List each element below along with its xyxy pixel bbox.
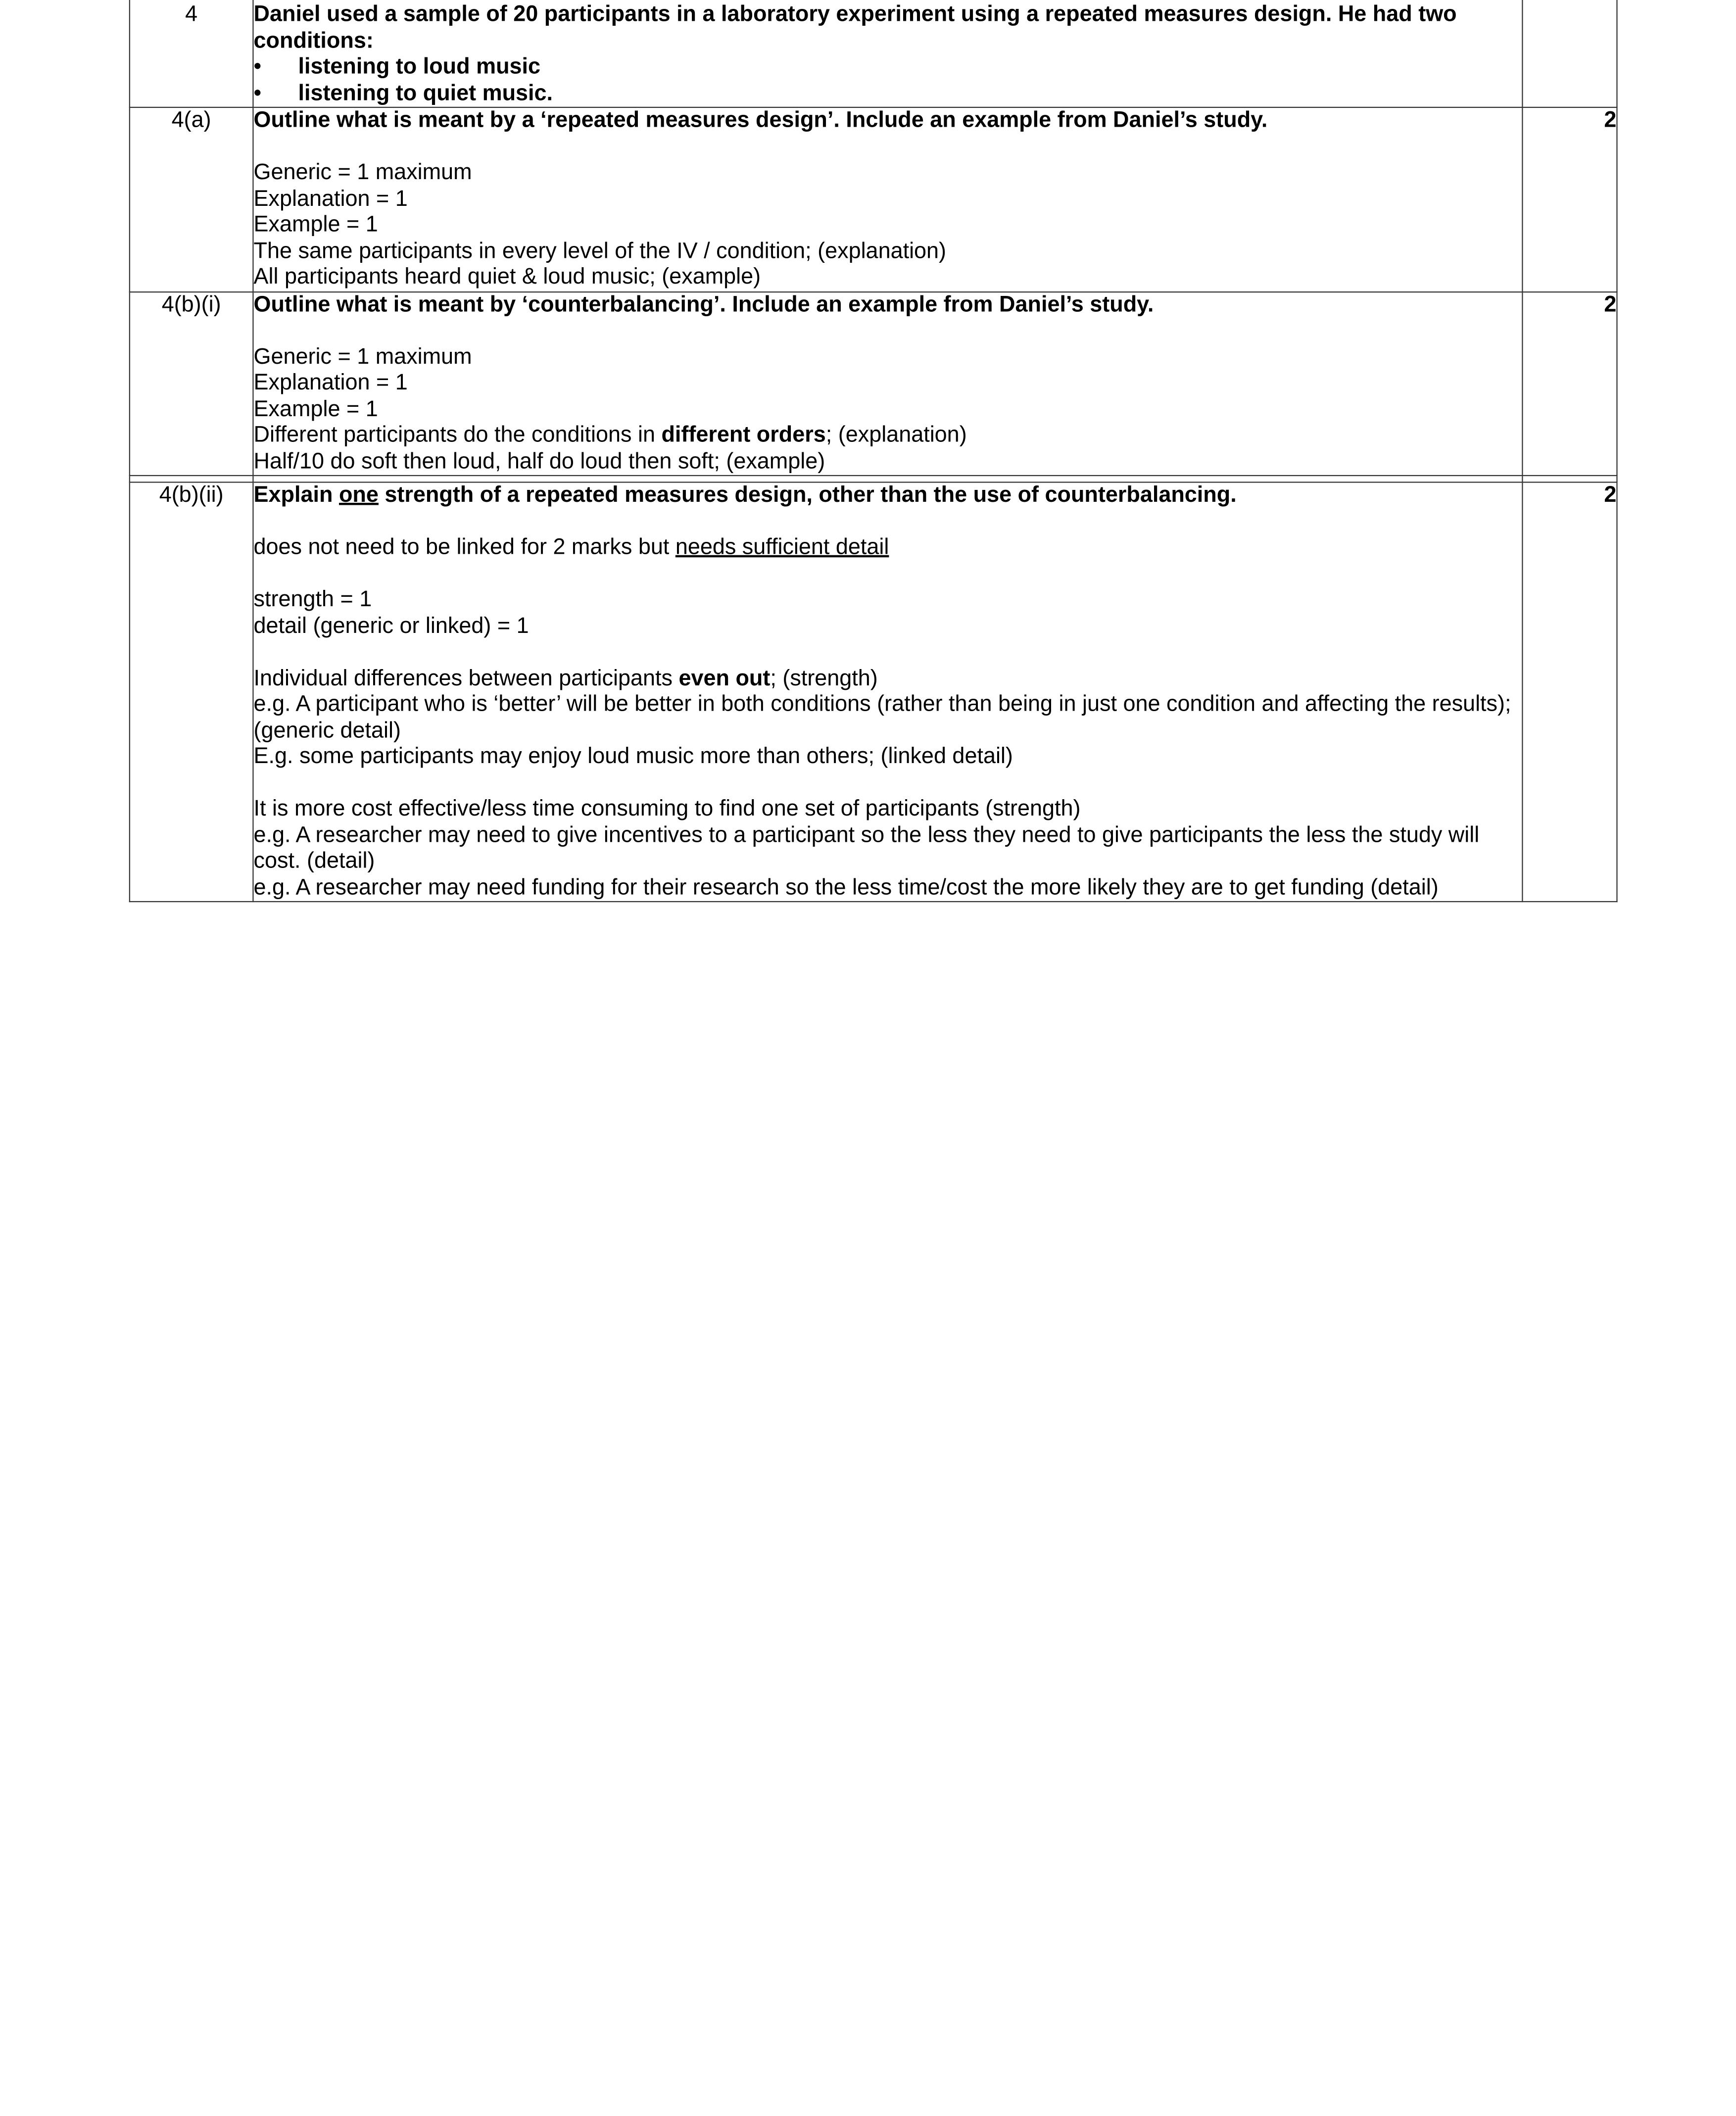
marks-cell [1522, 0, 1617, 107]
question-4bi-row [130, 291, 1617, 476]
scoring-rules [254, 587, 1522, 640]
condition-item [254, 81, 1522, 107]
question-stem: Daniel used a sample of 20 participants in a laboratory experiment using a repeated measures design. He had two conditions: [253, 2, 1457, 53]
bullet-icon: • [253, 54, 262, 79]
detail-line: e.g. A participant who is ‘better’ will be better in both conditions (rather than being in just one condition and affecting the results); (generic detail) [253, 692, 1511, 743]
guidance-line: Half/10 do soft then loud, half do loud then soft; (example) [253, 449, 825, 474]
note-text: does not need to be linked for 2 marks but [253, 535, 675, 560]
marks-value: 2 [1522, 107, 1617, 291]
scoring-line: strength = 1 [253, 587, 372, 612]
note-underlined: needs sufficient detail [675, 535, 889, 560]
scoring-line: detail (generic or linked) = 1 [253, 613, 529, 638]
question-underlined-word: one [338, 482, 379, 508]
detail-line: e.g. A researcher may need funding for their research so the less time/cost the more likely they are to get funding (detail) [253, 875, 1439, 900]
guidance-line: The same participants in every level of the IV / condition; (explanation) [253, 239, 947, 263]
condition-item [254, 54, 1522, 81]
separator-cell [253, 476, 1522, 482]
guidance-line: Explanation = 1 [253, 186, 408, 211]
guidance-line [254, 423, 1522, 449]
guidance-line: Example = 1 [253, 212, 378, 237]
question-number: 4(a) [130, 107, 253, 291]
detail-line: E.g. some participants may enjoy loud music more than others; (linked detail) [253, 744, 1013, 769]
question-4a-answer-cell [253, 107, 1522, 291]
guidance-line: Generic = 1 maximum [253, 160, 472, 185]
marking-note [254, 535, 1522, 561]
guidance-emphasis: different orders [661, 423, 826, 447]
question-text [254, 483, 1522, 509]
question-number: 4(b)(ii) [130, 482, 253, 902]
question-4bii-row [130, 482, 1617, 902]
guidance-line: Example = 1 [253, 396, 378, 421]
detail-line: e.g. A researcher may need to give incentives to a participant so the less they need to give participants the less the study will cost. (detail) [253, 822, 1480, 873]
strength-emphasis: even out [678, 666, 771, 690]
bullet-icon: • [253, 80, 262, 105]
question-4bii-answer-cell [253, 482, 1522, 902]
question-4bi-answer-cell [253, 291, 1522, 476]
strength-1 [254, 666, 1522, 770]
separator-row [130, 476, 1617, 482]
condition-label: listening to loud music [298, 54, 541, 79]
question-text: Outline what is meant by ‘counterbalancing’. Include an example from Daniel’s study. [253, 292, 1154, 317]
question-text-part: strength of a repeated measures design, other than the use of counterbalancing. [378, 482, 1237, 508]
strength-line: It is more cost effective/less time consuming to find one set of participants (strength) [253, 796, 1081, 821]
strength-line [254, 666, 1522, 692]
condition-label: listening to quiet music. [298, 80, 553, 105]
mark-guidance [254, 160, 1522, 291]
guidance-text: Different participants do the conditions in [253, 423, 662, 447]
mark-guidance [254, 344, 1522, 475]
mark-scheme-table [129, 0, 1618, 902]
marks-value: 2 [1522, 482, 1617, 902]
strength-text: ; (strength) [770, 666, 878, 690]
separator-cell [1522, 476, 1617, 482]
marks-value: 2 [1522, 291, 1617, 476]
guidance-line: Generic = 1 maximum [253, 344, 472, 369]
question-text-part: Explain [253, 482, 339, 508]
question-4-row [130, 0, 1617, 107]
question-number: 4(b)(i) [130, 291, 253, 476]
guidance-line: Explanation = 1 [253, 370, 408, 395]
guidance-line: All participants heard quiet & loud music; (example) [253, 265, 761, 289]
question-number: 4 [130, 0, 253, 107]
guidance-text: ; (explanation) [825, 423, 967, 447]
condition-list [254, 54, 1522, 107]
strength-2 [254, 797, 1522, 901]
question-4-stem-cell [253, 0, 1522, 107]
question-4a-row [130, 107, 1617, 291]
strength-text: Individual differences between participants [253, 666, 679, 690]
question-text: Outline what is meant by a ‘repeated measures design’. Include an example from Daniel’s study. [253, 108, 1268, 133]
separator-cell [130, 476, 253, 482]
